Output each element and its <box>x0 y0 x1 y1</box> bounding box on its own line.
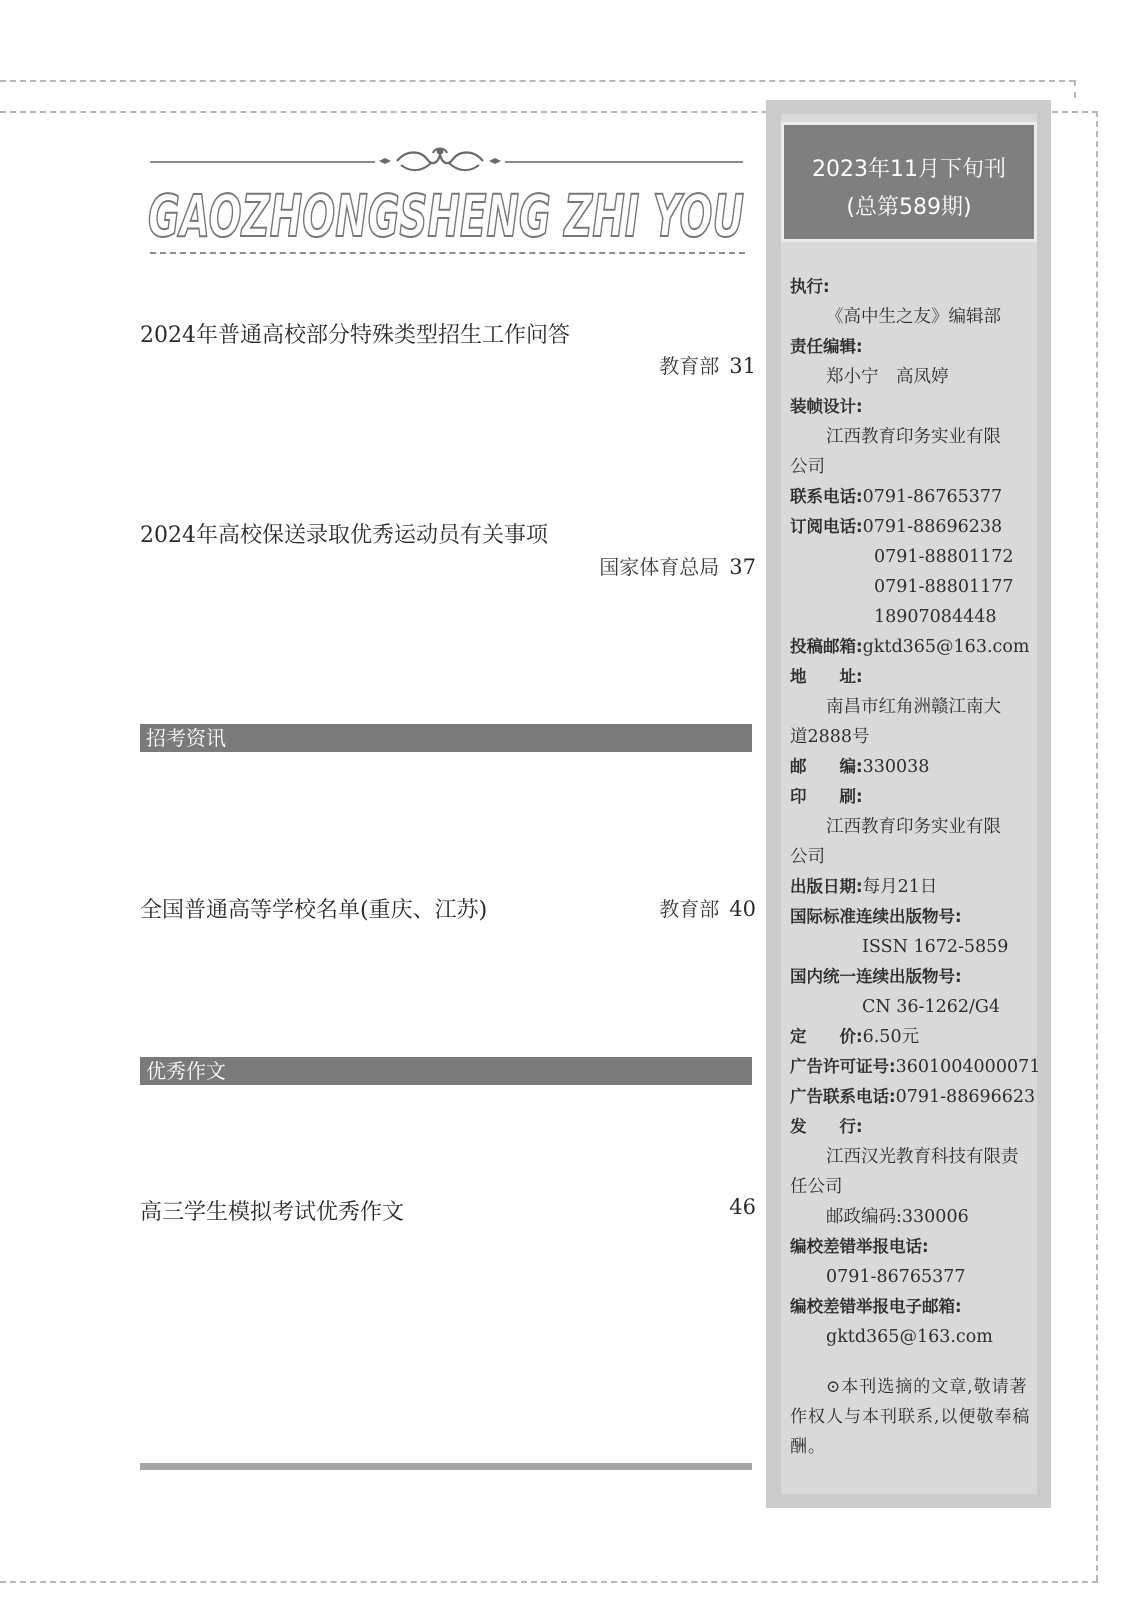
address-value: 南昌市红角洲赣江南大 <box>826 697 1001 717</box>
pubdate-label: 出版日期: <box>790 877 863 896</box>
spacer <box>790 1352 1042 1372</box>
subscription-value: 0791-88801177 <box>874 577 1014 597</box>
cn-label: 国内统一连续出版物号: <box>790 967 962 986</box>
toc-entry-page: 31 <box>729 354 756 378</box>
page-frame-bottom-dashed <box>0 1581 1098 1583</box>
postcode-label: 邮 编: <box>790 757 863 776</box>
address-label: 地 址: <box>790 667 863 686</box>
ad-license-value: 3601004000071 <box>895 1057 1041 1077</box>
exec-value: 《高中生之友》编辑部 <box>826 307 1001 327</box>
address-value-cont: 道2888号 <box>790 727 870 747</box>
editor-value: 郑小宁 高凤婷 <box>826 367 949 387</box>
toc-entry-page: 40 <box>729 897 756 921</box>
masthead-title: GAOZHONGSHENG ZHI YOU <box>148 182 744 244</box>
toc-entry-title[interactable]: 全国普通高等学校名单(重庆、江苏) <box>140 898 488 923</box>
error-phone-value: 0791-86765377 <box>826 1267 966 1287</box>
publication-info <box>790 272 1042 1462</box>
flourish-ornament-icon <box>377 143 503 179</box>
toc-bottom-rule <box>140 1463 752 1470</box>
masthead-dashed-rule <box>150 252 745 254</box>
email-value: gktd365@163.com <box>862 637 1030 657</box>
toc-entry-meta <box>659 893 756 922</box>
email-label: 投稿邮箱: <box>790 637 863 656</box>
ornament-rule-right <box>505 161 743 163</box>
subscription-value: 0791-88801172 <box>874 547 1014 567</box>
distributor-value-cont: 任公司 <box>790 1177 843 1197</box>
toc-entry-title[interactable]: 2024年普通高校部分特殊类型招生工作问答 <box>140 323 570 348</box>
subscription-value: 18907084448 <box>874 607 997 627</box>
toc-entry-source: 国家体育总局 <box>599 555 720 579</box>
toc-entry-meta <box>719 1195 756 1219</box>
exec-label: 执行: <box>790 277 830 296</box>
design-value-cont: 公司 <box>790 457 825 477</box>
issue-date: 2023年11月下旬刊 <box>812 157 1006 182</box>
postcode-value: 330038 <box>862 757 930 777</box>
printer-value: 江西教育印务实业有限 <box>826 817 1001 837</box>
phone-value: 0791-86765377 <box>862 487 1003 507</box>
copyright-note: ⊙本刊选摘的文章,敬请著作权人与本刊联系,以便敬奉稿酬。 <box>790 1377 1031 1457</box>
subscription-value: 0791-88696238 <box>862 517 1003 537</box>
toc-entry-meta <box>659 350 756 379</box>
price-label: 定 价: <box>790 1027 863 1046</box>
postal-code-value: 330006 <box>901 1207 969 1227</box>
page-frame-right-dashed <box>1096 111 1098 1581</box>
toc-entry-title[interactable]: 2024年高校保送录取优秀运动员有关事项 <box>140 523 548 548</box>
toc-entry-title[interactable]: 高三学生模拟考试优秀作文 <box>140 1200 405 1225</box>
toc-entry-page: 46 <box>729 1195 756 1219</box>
toc-entry-source: 教育部 <box>659 897 720 921</box>
toc-entry-page: 37 <box>729 555 756 579</box>
pubdate-value: 每月21日 <box>862 877 938 897</box>
issue-number: (总第589期) <box>846 195 972 220</box>
error-email-label: 编校差错举报电子邮箱: <box>790 1297 962 1316</box>
cn-value: CN 36-1262/G4 <box>862 997 1000 1017</box>
error-phone-label: 编校差错举报电话: <box>790 1237 929 1256</box>
phone-label: 联系电话: <box>790 487 863 506</box>
ad-license-label: 广告许可证号: <box>790 1057 896 1076</box>
distributor-label: 发 行: <box>790 1117 863 1136</box>
printer-value-cont: 公司 <box>790 847 825 867</box>
editor-label: 责任编辑: <box>790 337 863 356</box>
postal-code-label: 邮政编码: <box>826 1207 902 1227</box>
issue-info-box <box>781 122 1037 242</box>
masthead-logo <box>148 182 748 244</box>
page-frame-corner-dashed <box>1074 80 1076 98</box>
toc-entry-source: 教育部 <box>659 354 720 378</box>
subscription-label: 订阅电话: <box>790 517 863 536</box>
ad-phone-value: 0791-88696623 <box>895 1087 1036 1107</box>
printer-label: 印 刷: <box>790 787 863 806</box>
section-header-excellent-essays: 优秀作文 <box>140 1057 752 1085</box>
ornament-rule-left <box>150 161 375 163</box>
ad-phone-label: 广告联系电话: <box>790 1087 896 1106</box>
error-email-value: gktd365@163.com <box>826 1327 993 1347</box>
page-frame-top-dashed <box>0 80 1075 82</box>
issn-value: ISSN 1672-5859 <box>862 937 1009 957</box>
price-value: 6.50元 <box>862 1027 920 1047</box>
design-label: 装帧设计: <box>790 397 863 416</box>
section-header-admission-news: 招考资讯 <box>140 724 752 752</box>
toc-entry-meta <box>599 551 756 580</box>
issn-label: 国际标准连续出版物号: <box>790 907 962 926</box>
design-value: 江西教育印务实业有限 <box>826 427 1001 447</box>
distributor-value: 江西汉光教育科技有限责 <box>826 1147 1019 1167</box>
